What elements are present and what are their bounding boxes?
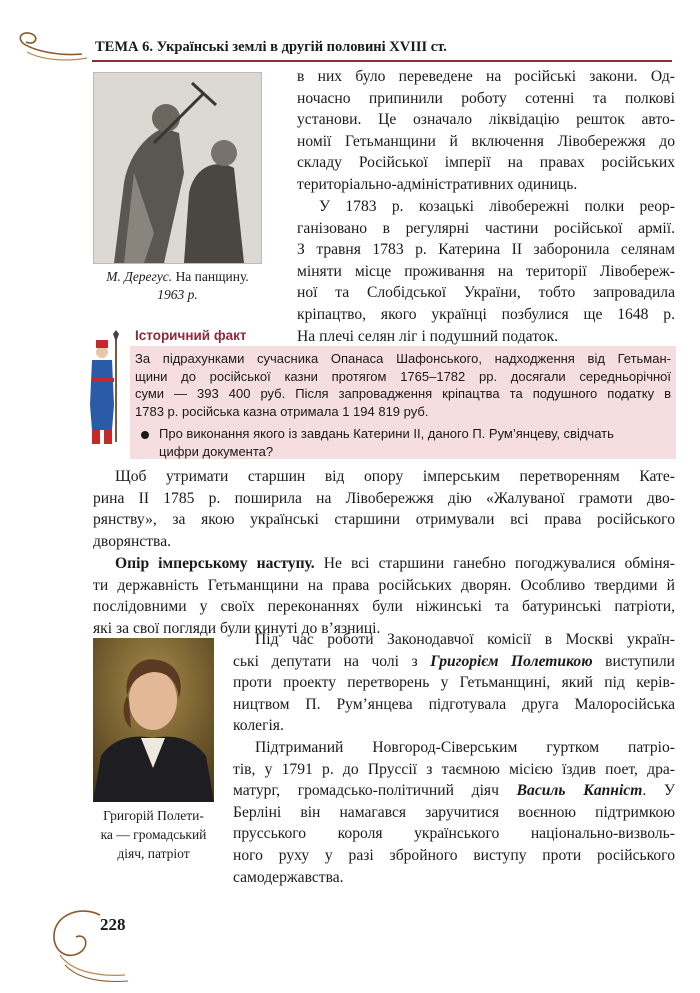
portrait-poletyka [93, 638, 214, 802]
person-name-poletyka: Григорієм Полетикою [430, 652, 593, 670]
footer-ornament-icon [40, 895, 130, 985]
cossack-figure-icon [80, 330, 125, 450]
caption-title: На панщину. [175, 269, 249, 284]
paragraph-5: Під час роботи Законодавчої комісії в Москві україн- ські депутати на чолі з Григорієм Полетикою виступили проти проекту перетворень у Гетьманщині, який під керів- ництвом П. Рум’янцева підготувала друга Малоросійська колегія. [233, 631, 675, 735]
paragraph-4: Опір імперському наступу. Не всі старшини ганебно погоджувалися обміня- ти державність Гетьманщини на права російських дворян. Особливо твердими й послідовними у своїх переконаннях були ніжинські та батуринські патріоти, які за свої погляди були кинуті до в’язниці. [93, 555, 676, 637]
section-heading: Опір імперському наступу. [115, 555, 315, 572]
paragraph-1: в них було переведене на російські закони. Од- ночасно припинили роботу сотенні та полкові установи. Це означало ліквідацію решток авто- номії Гетьманщини й включення Лівобережжя до складу Російської імперії на правах російських територіально-адміністративних одиниць. [297, 68, 675, 193]
page-number: 228 [100, 915, 126, 934]
paragraph-2: У 1783 р. козацькі лівобережні полки реор- ганізовано в регулярні частини російської армії. З травня 1783 р. Катерина II заборонила селянам міняти місце проживання на території Лівобереж- ної та Слобідської України, тобто запровадила кріпацтво, якого українці позбулися ще 1648 р. На плечі селян ліг і подушний податок. [297, 198, 675, 345]
fact-heading: Історичний факт [135, 328, 247, 343]
bullet-icon [141, 431, 149, 439]
header-rule [92, 60, 672, 62]
figure1-caption [95, 268, 260, 304]
painting-na-panshchynu [93, 72, 262, 264]
figure2-caption: Григорій Полети- ка — громадський діяч, патріот [100, 808, 207, 861]
chapter-title: ТЕМА 6. Українські землі в другій половині XVIII ст. [95, 39, 447, 55]
paragraph-3: Щоб утримати старшин від опору імперським перетворенням Кате- рина II 1785 р. поширила на Лівобережжя дію «Жалуваної грамоти дво- рянству», за якою українські старшини отримували всі права російського дворянства. [93, 468, 675, 550]
person-name-kapnist: Василь Капніст [516, 782, 643, 800]
fact-text: За підрахунками сучасника Опанаса Шафонського, надходження від Гетьман- щини до російської казни протягом 1765–1782 рр. досягали середньорічної суми — 393 400 руб. Після запровадження кріпацтва та подушного податку в 1783 р. російська казна отримала 1 194 819 руб. [135, 351, 671, 419]
fact-question: Про виконання якого із завдань Катерини II, даного П. Рум’янцеву, свідчать цифри документа? [135, 425, 671, 460]
caption-year: 1963 р. [157, 287, 198, 302]
ornament-swirl-icon [12, 26, 92, 66]
caption-author: М. Дерегус. [106, 269, 173, 284]
paragraph-6: Підтриманий Новгород-Сіверським гуртком патріо- тів, у 1791 р. до Пруссії з таємною місією їздив поет, дра- матург, громадсько-політичний діяч Василь Капніст. У Берліні він намагався заручитися воєнною підтримкою прусського короля українського національно-визволь- ного руху у разі збройного виступу проти російського самодержавства. [233, 739, 675, 886]
